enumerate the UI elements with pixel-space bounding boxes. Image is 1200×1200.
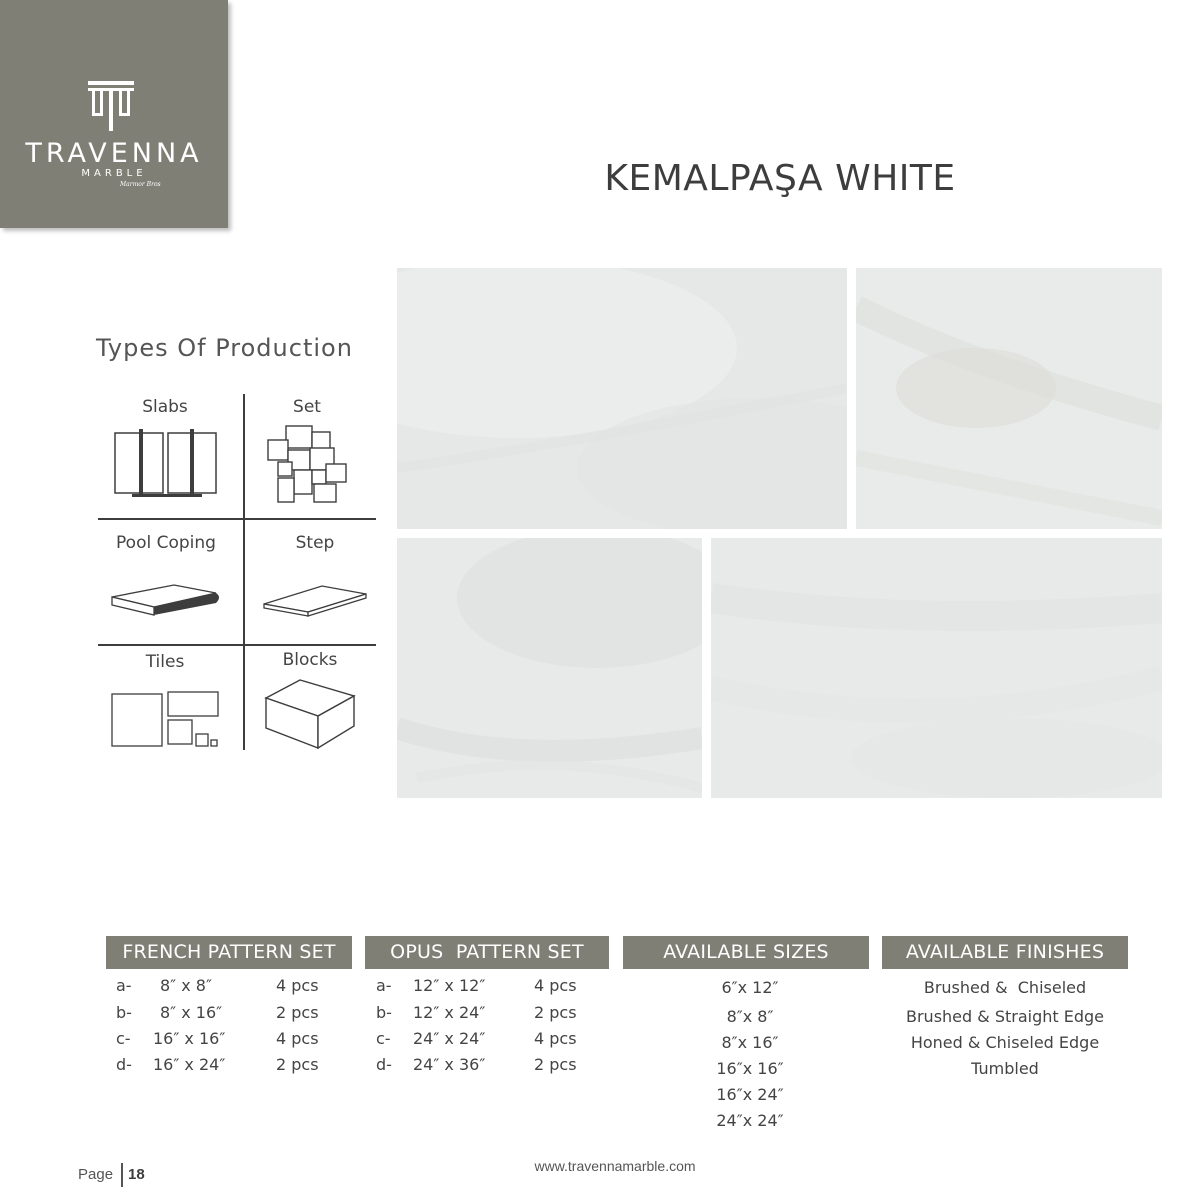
french-row-qty: 2 pcs [276,1055,319,1074]
finish-item: Honed & Chiseled Edge [910,1033,1100,1052]
production-type-label: Tiles [145,652,185,672]
brand-sub: MARBLE [81,168,147,179]
marble-photo [856,268,1162,529]
finish-item: Tumbled [971,1059,1039,1078]
marble-photo [397,538,702,798]
opus-row-size: 12″ x 12″ [413,976,486,995]
available-sizes-heading: AVAILABLE SIZES [623,936,869,969]
column-logo-icon [86,80,136,132]
production-type-label: Set [293,397,321,417]
opus-row-letter: a- [376,976,392,995]
tiles-icon [110,690,222,748]
grid-horizontal-divider [98,644,376,646]
french-row-size: 8″ x 16″ [160,1003,223,1022]
finish-item: Brushed & Chiseled [923,978,1087,997]
opus-row-letter: c- [376,1029,391,1048]
size-item: 8″x 16″ [721,1033,779,1052]
grid-horizontal-divider [98,518,376,520]
production-type-label: Pool Coping [116,533,216,553]
step-icon [262,582,370,618]
available-finishes-heading: AVAILABLE FINISHES [882,936,1128,969]
pool-coping-icon [108,583,224,621]
page-number: 18 [128,1166,145,1183]
french-row-qty: 4 pcs [276,976,319,995]
production-heading: Types Of Production [96,334,353,362]
page-label: Page [78,1166,114,1183]
french-row-letter: d- [116,1055,132,1074]
size-item: 8″x 8″ [726,1007,774,1026]
french-pattern-heading: FRENCH PATTERN SET [106,936,352,969]
production-type-label: Blocks [282,650,338,670]
french-row-qty: 4 pcs [276,1029,319,1048]
finish-item: Brushed & Straight Edge [906,1007,1104,1026]
size-item: 16″x 16″ [716,1059,784,1078]
french-row-size: 8″ x 8″ [160,976,212,995]
opus-row-size: 24″ x 36″ [413,1055,486,1074]
production-type-label: Slabs [142,397,188,417]
website-url[interactable]: www.travennamarble.com [534,1158,696,1174]
grid-vertical-divider [243,394,245,750]
brand-name: TRAVENNA [25,138,203,169]
blocks-icon [262,676,358,750]
french-row-letter: b- [116,1003,132,1022]
french-row-qty: 2 pcs [276,1003,319,1022]
french-row-letter: a- [116,976,132,995]
opus-row-size: 24″ x 24″ [413,1029,486,1048]
marble-photo [711,538,1162,798]
opus-pattern-heading: OPUS PATTERN SET [365,936,609,969]
production-type-label: Step [295,533,335,553]
brand-signature: Marmor Bros [120,181,161,188]
brand-logo-panel [0,0,228,228]
opus-row-qty: 4 pcs [534,976,577,995]
opus-row-qty: 2 pcs [534,1003,577,1022]
opus-row-qty: 4 pcs [534,1029,577,1048]
marble-photo [397,268,847,529]
slabs-icon [112,428,222,500]
size-item: 16″x 24″ [716,1085,784,1104]
opus-row-size: 12″ x 24″ [413,1003,486,1022]
opus-row-letter: d- [376,1055,392,1074]
set-icon [264,424,354,506]
size-item: 6″x 12″ [721,978,779,997]
opus-row-qty: 2 pcs [534,1055,577,1074]
french-row-size: 16″ x 24″ [153,1055,226,1074]
french-row-letter: c- [116,1029,131,1048]
size-item: 24″x 24″ [716,1111,784,1130]
page-divider [121,1163,123,1187]
product-title: KEMALPAŞA WHITE [604,158,956,199]
french-row-size: 16″ x 16″ [153,1029,226,1048]
opus-row-letter: b- [376,1003,392,1022]
